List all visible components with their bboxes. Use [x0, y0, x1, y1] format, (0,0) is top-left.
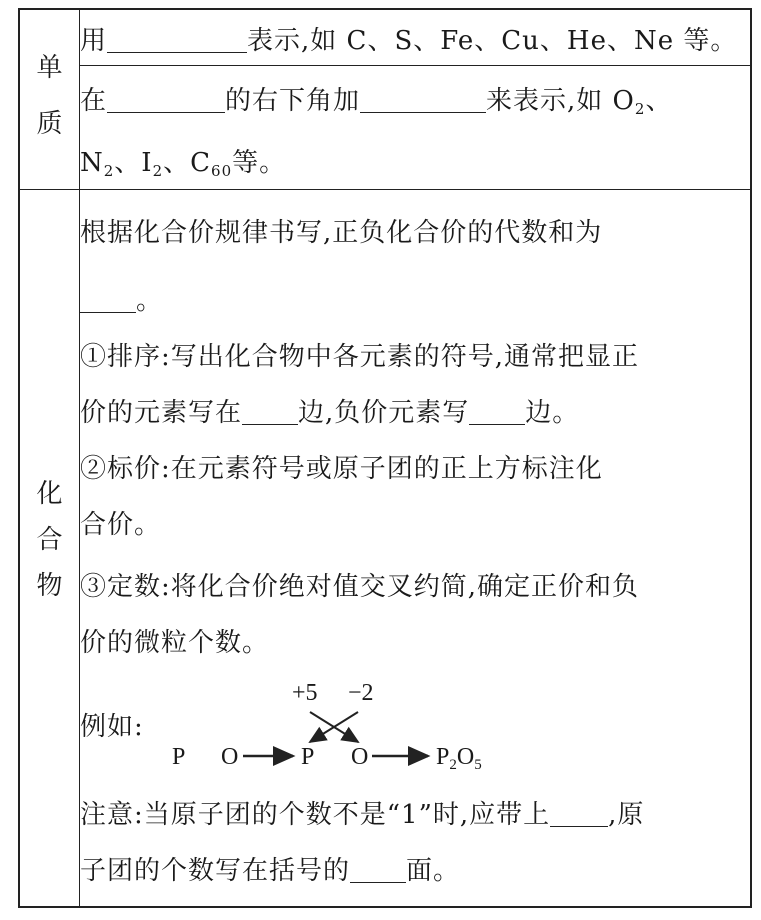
label-char: 单 [36, 53, 63, 83]
row-divider-main [20, 189, 750, 190]
element-o-right: O [351, 744, 369, 770]
fill-blank [350, 856, 406, 883]
label-char: 合 [36, 525, 63, 555]
text: 、C [163, 148, 212, 178]
text: 注意:当原子团的个数不是“1”时,应带上 [80, 800, 551, 830]
text: 例如: [80, 712, 144, 742]
step2-line-a [80, 448, 603, 485]
text: O [456, 744, 475, 770]
note-line-a [80, 794, 644, 831]
text: 、 [645, 86, 673, 116]
subscript: 2 [449, 757, 457, 773]
text: 价的微粒个数。 [80, 628, 270, 658]
subscript: 2 [634, 100, 646, 118]
product-formula [436, 744, 482, 774]
element-o-left: O [221, 744, 239, 770]
text: ③定数:将化合价绝对值交叉约简,确定正价和负 [80, 572, 640, 602]
text: 在 [80, 86, 108, 116]
row-label-elemental [20, 50, 79, 142]
subscript: 2 [103, 162, 115, 180]
fill-blank [469, 398, 525, 425]
label-char: 质 [36, 109, 63, 139]
fill-blank [80, 286, 136, 313]
step3-line-b [80, 622, 269, 659]
compound-intro-1 [80, 212, 602, 249]
row-label-compound [20, 476, 79, 604]
subscript: 5 [474, 757, 482, 773]
text: 、I [114, 148, 153, 178]
step2-line-b [80, 504, 161, 541]
text: 的右下角加 [225, 86, 361, 116]
text: 用 [80, 26, 108, 56]
elemental-line-3 [80, 142, 286, 180]
subscript: 2 [152, 162, 164, 180]
text: 表示,如 C、S、Fe、Cu、He、Ne 等。 [247, 26, 738, 56]
elemental-line-2 [80, 80, 672, 118]
text: 根据化合价规律书写,正负化合价的代数和为 [80, 218, 603, 248]
text: ,原 [608, 800, 645, 830]
fill-blank [107, 26, 247, 53]
text: 子团的个数写在括号的 [80, 856, 351, 886]
label-char: 物 [36, 571, 63, 601]
note-line-b [80, 850, 460, 887]
fill-blank [242, 398, 298, 425]
text: 边。 [525, 398, 580, 428]
text: ②标价:在元素符号或原子团的正上方标注化 [80, 454, 603, 484]
text: 价的元素写在 [80, 398, 243, 428]
text: ①排序:写出化合物中各元素的符号,通常把显正 [80, 342, 640, 372]
text: 合价。 [80, 510, 162, 540]
text: 等。 [232, 148, 287, 178]
elemental-line-1 [80, 20, 737, 57]
compound-intro-2 [80, 280, 163, 317]
element-p-right: P [301, 744, 315, 770]
example-label [80, 706, 144, 743]
valence-negative: −2 [348, 680, 374, 706]
step3-line-a [80, 566, 639, 603]
fill-blank [360, 86, 486, 113]
subscript: 60 [211, 162, 233, 180]
step1-line-b [80, 392, 579, 429]
valence-positive: +5 [292, 680, 318, 706]
element-p-left: P [172, 744, 186, 770]
fill-blank [550, 800, 608, 827]
text: P [436, 744, 450, 770]
text: N [80, 148, 104, 178]
row-divider-inner [79, 65, 750, 66]
text: 边,负价元素写 [298, 398, 470, 428]
text: 面。 [406, 856, 461, 886]
fill-blank [107, 86, 225, 113]
label-char: 化 [36, 479, 63, 509]
text: 来表示,如 O [486, 86, 635, 116]
text: 。 [136, 286, 164, 316]
step1-line-a [80, 336, 639, 373]
